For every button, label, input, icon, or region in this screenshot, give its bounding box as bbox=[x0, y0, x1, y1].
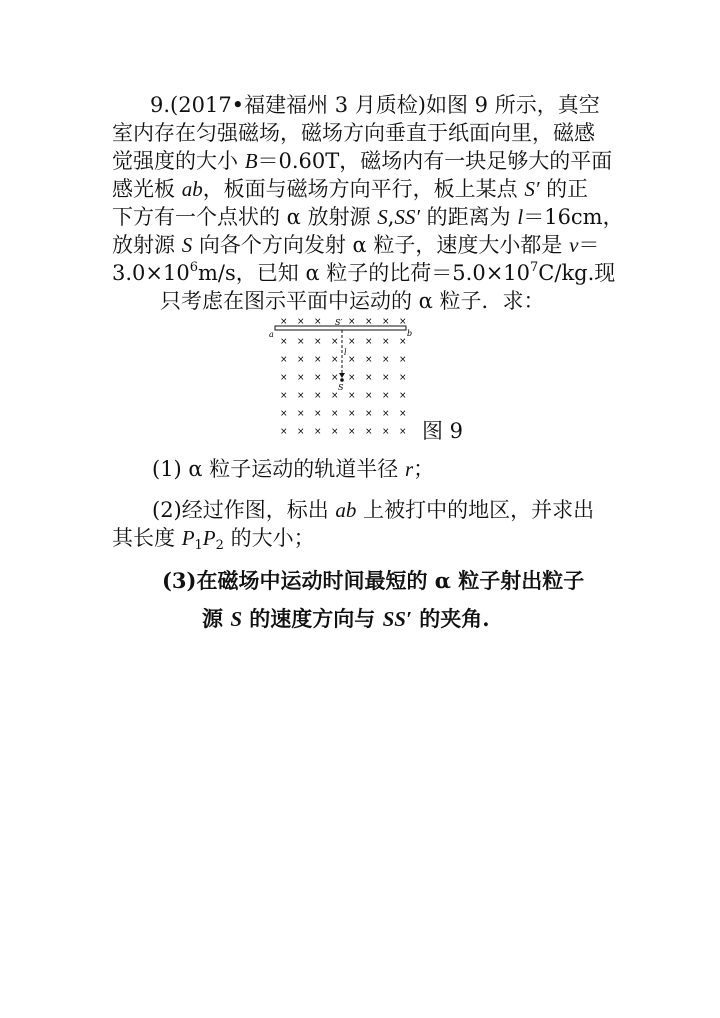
text: (3)在磁场中运动时间最短的 α 粒子射出粒子 bbox=[162, 568, 585, 593]
problem-source: (2017•福建福州 3 月质检) bbox=[170, 93, 426, 117]
var: SS′ bbox=[382, 607, 412, 631]
problem-line-8 bbox=[160, 288, 545, 314]
subscript: 2 bbox=[215, 538, 224, 553]
problem-line-3 bbox=[112, 148, 612, 174]
field-cross: × bbox=[365, 337, 373, 347]
field-cross: × bbox=[331, 355, 339, 365]
field-cross: × bbox=[280, 409, 288, 419]
field-cross: × bbox=[314, 391, 322, 401]
var: r bbox=[404, 457, 414, 481]
field-cross: × bbox=[314, 355, 322, 365]
problem-line-5 bbox=[112, 204, 624, 230]
text: ＝0.60T，磁场内有一块足够大的平面 bbox=[257, 149, 613, 173]
field-cross: × bbox=[280, 355, 288, 365]
source-point bbox=[340, 378, 344, 382]
text: 的夹角. bbox=[411, 606, 490, 631]
subscript: 1 bbox=[194, 538, 203, 553]
field-cross: × bbox=[348, 427, 356, 435]
label-l: l bbox=[344, 348, 347, 357]
text: C/kg.现 bbox=[538, 261, 616, 285]
text: , bbox=[387, 205, 395, 229]
text: (1) α 粒子运动的轨道半径 bbox=[152, 457, 405, 481]
field-cross: × bbox=[331, 391, 339, 401]
field-cross: × bbox=[297, 317, 305, 327]
problem-line-7 bbox=[112, 260, 615, 290]
question-2-line-2 bbox=[112, 525, 315, 555]
var: ab bbox=[335, 498, 357, 522]
text: ； bbox=[413, 457, 435, 481]
label-s-prime: S′ bbox=[335, 318, 343, 327]
problem-line-4 bbox=[112, 176, 588, 202]
var: S bbox=[181, 233, 193, 257]
figure-caption: 图 9 bbox=[422, 419, 464, 443]
text: 向各个方向发射 α 粒子，速度大小都是 bbox=[192, 233, 570, 257]
field-cross: × bbox=[297, 337, 305, 347]
field-cross: × bbox=[382, 427, 390, 435]
field-cross: × bbox=[314, 337, 322, 347]
field-cross: × bbox=[399, 427, 407, 435]
text: 3.0×10 bbox=[112, 261, 190, 285]
field-cross: × bbox=[399, 337, 407, 347]
text: 如图 9 所示，真空 bbox=[425, 93, 600, 117]
field-cross: × bbox=[348, 373, 356, 383]
field-cross: × bbox=[297, 373, 305, 383]
magnetic-field-figure bbox=[266, 315, 416, 435]
field-cross: × bbox=[280, 373, 288, 383]
field-cross: × bbox=[331, 409, 339, 419]
text: 的速度方向与 bbox=[242, 606, 383, 631]
field-cross: × bbox=[280, 317, 288, 327]
text: 源 bbox=[202, 606, 231, 631]
text: 放射源 bbox=[112, 233, 182, 257]
text: 只考虑在图示平面中运动的 α 粒子．求： bbox=[160, 289, 545, 313]
text: 上被打中的地区，并求出 bbox=[356, 498, 595, 522]
var: S bbox=[377, 205, 388, 229]
field-cross: × bbox=[280, 337, 288, 347]
question-1 bbox=[152, 456, 434, 482]
field-cross: × bbox=[314, 427, 322, 435]
var: l bbox=[517, 205, 524, 229]
var: B bbox=[244, 149, 258, 173]
field-cross: × bbox=[382, 355, 390, 365]
field-cross: × bbox=[382, 317, 390, 327]
field-cross: × bbox=[382, 409, 390, 419]
text: ，板面与磁场方向平行，板上某点 bbox=[202, 177, 525, 201]
field-cross: × bbox=[331, 427, 339, 435]
question-3-line-2 bbox=[202, 606, 490, 632]
field-cross: × bbox=[297, 391, 305, 401]
field-cross: × bbox=[365, 427, 373, 435]
field-cross: × bbox=[382, 391, 390, 401]
field-cross: × bbox=[331, 373, 339, 383]
exponent: 6 bbox=[189, 260, 198, 275]
text: 的正 bbox=[539, 177, 589, 201]
var: P bbox=[202, 526, 216, 550]
problem-line-2 bbox=[112, 120, 595, 146]
label-b: b bbox=[407, 329, 413, 338]
field-cross: × bbox=[348, 317, 356, 327]
problem-line-6 bbox=[112, 232, 599, 258]
text: 的大小； bbox=[223, 526, 315, 550]
field-cross: × bbox=[382, 337, 390, 347]
text: 感光板 bbox=[112, 177, 182, 201]
field-cross: × bbox=[399, 317, 407, 327]
text: 的距离为 bbox=[420, 205, 518, 229]
var: ab bbox=[181, 177, 203, 201]
text: ＝ bbox=[578, 233, 600, 257]
field-cross: × bbox=[399, 391, 407, 401]
var: P bbox=[181, 526, 195, 550]
label-s: S bbox=[338, 383, 344, 392]
field-cross: × bbox=[314, 409, 322, 419]
field-cross: × bbox=[297, 355, 305, 365]
field-cross: × bbox=[382, 373, 390, 383]
field-cross: × bbox=[297, 409, 305, 419]
field-cross: × bbox=[280, 427, 288, 435]
exponent: 7 bbox=[530, 260, 539, 275]
field-cross: × bbox=[365, 391, 373, 401]
var: S bbox=[230, 607, 242, 631]
text: 觉强度的大小 bbox=[112, 149, 245, 173]
field-cross: × bbox=[365, 409, 373, 419]
text: 其长度 bbox=[112, 526, 182, 550]
field-cross: × bbox=[280, 391, 288, 401]
field-cross: × bbox=[399, 409, 407, 419]
problem-number: 9. bbox=[150, 93, 171, 117]
text: 室内存在匀强磁场，磁场方向垂直于纸面向里，磁感 bbox=[112, 121, 595, 145]
field-cross: × bbox=[365, 355, 373, 365]
text: m/s，已知 α 粒子的比荷＝5.0×10 bbox=[198, 261, 531, 285]
field-cross: × bbox=[365, 317, 373, 327]
question-2-line-1 bbox=[152, 497, 594, 523]
arrow-down-icon bbox=[339, 373, 345, 378]
label-a: a bbox=[269, 330, 274, 339]
field-cross: × bbox=[399, 355, 407, 365]
field-cross: × bbox=[348, 409, 356, 419]
field-cross: × bbox=[365, 373, 373, 383]
field-cross: × bbox=[399, 373, 407, 383]
field-crosses bbox=[280, 317, 407, 435]
field-cross: × bbox=[331, 337, 339, 347]
question-3-line-1 bbox=[162, 568, 584, 594]
field-cross: × bbox=[348, 337, 356, 347]
text: (2)经过作图，标出 bbox=[152, 498, 336, 522]
field-cross: × bbox=[314, 317, 322, 327]
var: SS′ bbox=[394, 205, 420, 229]
field-cross: × bbox=[348, 391, 356, 401]
problem-line-1 bbox=[150, 92, 600, 118]
text: 下方有一个点状的 α 放射源 bbox=[112, 205, 378, 229]
field-cross: × bbox=[314, 373, 322, 383]
var: S′ bbox=[524, 177, 540, 201]
var: v bbox=[569, 233, 579, 257]
field-cross: × bbox=[297, 427, 305, 435]
field-cross: × bbox=[348, 355, 356, 365]
text: ＝16cm， bbox=[523, 205, 624, 229]
